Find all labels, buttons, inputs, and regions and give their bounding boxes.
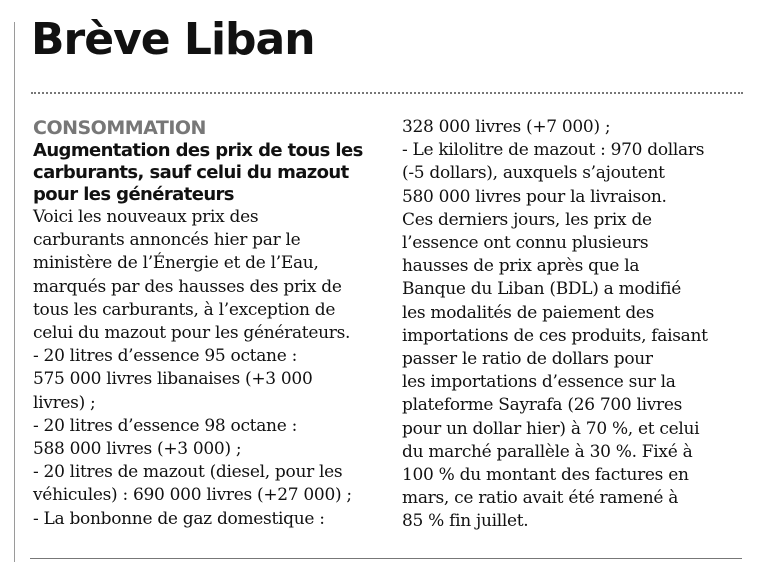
body-line: plateforme Sayrafa (26 700 livres [402, 395, 683, 416]
right-column [402, 116, 747, 534]
body-line: 100 % du montant des factures en [402, 465, 689, 486]
body-line: l’essence ont connu plusieurs [402, 233, 649, 254]
body-line: véhicules) : 690 000 livres (+27 000) ; [33, 485, 352, 506]
headline-line: Augmentation des prix de tous les [33, 140, 363, 161]
body-line: Voici les nouveaux prix des [33, 207, 259, 227]
body-line: livres) ; [33, 392, 96, 413]
body-line: - 20 litres d’essence 95 octane : [33, 346, 297, 367]
left-column [33, 116, 378, 531]
body-line: - 20 litres d’essence 98 octane : [33, 415, 297, 436]
headline [33, 140, 378, 206]
headline-line: pour les générateurs [33, 184, 234, 205]
body-line: du marché parallèle à 30 %. Fixé à [402, 441, 693, 462]
body-line: 328 000 livres (+7 000) ; [402, 117, 611, 137]
body-line: 580 000 livres pour la livraison. [402, 186, 667, 207]
body-line: hausses de prix après que la [402, 256, 640, 277]
headline-line: carburants, sauf celui du mazout [33, 162, 349, 183]
body-line: passer le ratio de dollars pour [402, 349, 653, 370]
kicker: CONSOMMATION [33, 117, 206, 139]
body-line: 588 000 livres (+3 000) ; [33, 439, 242, 460]
body-line: mars, ce ratio avait été ramené à [402, 488, 679, 509]
body-line: ministère de l’Énergie et de l’Eau, [33, 253, 319, 274]
body-line: marqués par des hausses des prix de [33, 276, 342, 297]
body-line: les importations d’essence sur la [402, 372, 676, 393]
article-body-left [33, 206, 378, 531]
body-line: tous les carburants, à l’exception de [33, 299, 336, 320]
section-title: Brève Liban [31, 14, 315, 65]
body-line: - 20 litres de mazout (diesel, pour les [33, 462, 343, 483]
body-line: 575 000 livres libanaises (+3 000 [33, 369, 313, 390]
body-line: - La bonbonne de gaz domestique : [33, 508, 325, 529]
body-line: (-5 dollars), auxquels s’ajoutent [402, 163, 665, 184]
body-line: importations de ces produits, faisant [402, 325, 708, 346]
bottom-separator [30, 558, 742, 559]
body-line: pour un dollar hier) à 70 %, et celui [402, 418, 700, 439]
body-line: les modalités de paiement des [402, 302, 655, 323]
body-line: celui du mazout pour les générateurs. [33, 323, 351, 344]
dotted-separator [31, 92, 743, 94]
body-line: carburants annoncés hier par le [33, 230, 301, 251]
body-line: Ces derniers jours, les prix de [402, 209, 652, 230]
body-line: - Le kilolitre de mazout : 970 dollars [402, 140, 705, 161]
body-line: 85 % fin juillet. [402, 511, 529, 532]
article-body-right [402, 116, 747, 534]
left-column-rule [14, 22, 15, 562]
body-line: Banque du Liban (BDL) a modifié [402, 279, 681, 300]
